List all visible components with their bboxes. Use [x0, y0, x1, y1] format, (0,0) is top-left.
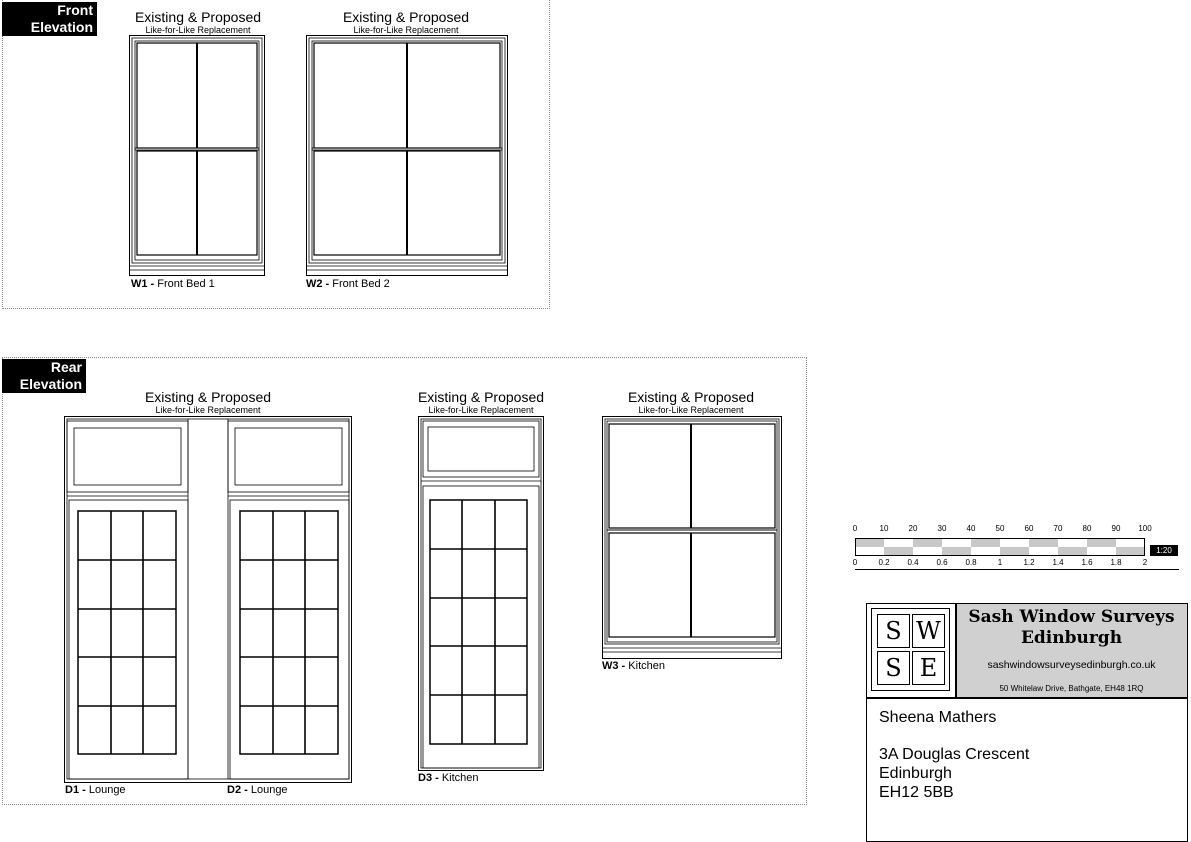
d2-label — [227, 784, 288, 797]
client-address-line2: Edinburgh — [879, 765, 952, 782]
client-address-line3: EH12 5BB — [879, 784, 954, 801]
d1-label — [65, 784, 126, 797]
scale-bottom-tick: 0.4 — [907, 558, 919, 567]
d3-subtitle: Like-for-Like Replacement — [428, 405, 534, 415]
scale-bottom-tick: 0.6 — [936, 558, 948, 567]
w3-drawing — [602, 416, 782, 660]
scale-bottom-tick: 0.8 — [965, 558, 977, 567]
scale-bottom-tick: 1.4 — [1052, 558, 1064, 567]
w1-code: W1 - — [131, 278, 155, 290]
logo-letter-s1: S — [877, 614, 910, 648]
scale-bottom-tick: 1.8 — [1110, 558, 1122, 567]
scale-top-tick: 60 — [1024, 524, 1034, 533]
w2-code: W2 - — [306, 278, 330, 290]
company-address: 50 Whitelaw Drive, Bathgate, EH48 1RQ — [999, 684, 1144, 693]
scale-ratio-badge: 1:20 — [1150, 545, 1178, 556]
w1-header — [116, 10, 280, 35]
scale-top-tick: 20 — [908, 524, 918, 533]
d2-name: Lounge — [250, 784, 288, 796]
w1-title: Existing & Proposed — [134, 9, 262, 25]
w3-label — [602, 660, 665, 673]
client-address — [879, 745, 1029, 802]
w1-name: Front Bed 1 — [157, 278, 215, 290]
w2-name: Front Bed 2 — [332, 278, 390, 290]
w1-drawing — [129, 35, 265, 277]
scale-bottom-tick: 0.2 — [878, 558, 890, 567]
scale-bar-baseline — [855, 569, 1179, 570]
rear-tag-line2: Elevation — [19, 376, 82, 392]
d1-d2-header — [118, 390, 298, 415]
logo-letter-e: E — [912, 651, 945, 685]
d3-name: Kitchen — [441, 772, 479, 784]
w3-name: Kitchen — [628, 660, 665, 672]
scale-top-tick: 0 — [852, 524, 858, 533]
rear-elevation-tag — [2, 359, 86, 393]
client-name: Sheena Mathers — [879, 709, 997, 726]
swse-logo — [871, 608, 950, 691]
scale-top-tick: 30 — [937, 524, 947, 533]
scale-bottom-tick: 2 — [1142, 558, 1148, 567]
scale-top-tick: 10 — [879, 524, 889, 533]
company-website: sashwindowsurveysedinburgh.co.uk — [987, 659, 1156, 671]
company-name — [956, 607, 1187, 649]
d1-d2-title: Existing & Proposed — [144, 389, 272, 405]
scale-top-tick: 90 — [1111, 524, 1121, 533]
scale-bottom-tick: 1 — [997, 558, 1003, 567]
front-tag-line1: Front — [57, 2, 93, 18]
w3-title: Existing & Proposed — [627, 389, 755, 405]
scale-bar — [846, 522, 1182, 572]
w3-subtitle: Like-for-Like Replacement — [638, 405, 744, 415]
w2-header — [316, 10, 496, 35]
d3-code: D3 - — [418, 772, 439, 784]
w2-drawing — [306, 35, 508, 277]
w3-code: W3 - — [602, 660, 626, 672]
d3-label — [418, 772, 479, 785]
d1-d2-subtitle: Like-for-Like Replacement — [155, 405, 261, 415]
d3-header — [405, 390, 557, 415]
scale-bottom-tick: 0 — [852, 558, 858, 567]
w3-header — [600, 390, 782, 415]
company-name-line2: Edinburgh — [1020, 628, 1123, 648]
scale-top-tick: 50 — [995, 524, 1005, 533]
scale-top-tick: 80 — [1082, 524, 1092, 533]
scale-top-tick: 100 — [1138, 524, 1152, 533]
d2-code: D2 - — [227, 784, 248, 796]
scale-top-tick: 70 — [1053, 524, 1063, 533]
scale-top-tick: 40 — [966, 524, 976, 533]
scale-bottom-tick: 1.2 — [1023, 558, 1035, 567]
d3-drawing — [418, 416, 544, 772]
w2-subtitle: Like-for-Like Replacement — [353, 25, 459, 35]
w2-title: Existing & Proposed — [342, 9, 470, 25]
logo-letter-w: W — [912, 614, 945, 648]
d3-title: Existing & Proposed — [417, 389, 545, 405]
d1-code: D1 - — [65, 784, 86, 796]
rear-tag-line1: Rear — [50, 359, 82, 375]
front-tag-line2: Elevation — [30, 19, 93, 35]
w2-label — [306, 278, 390, 291]
d1-name: Lounge — [88, 784, 126, 796]
logo-letter-s2: S — [877, 651, 910, 685]
client-address-line1: 3A Douglas Crescent — [879, 746, 1030, 763]
scale-bottom-tick: 1.6 — [1081, 558, 1093, 567]
w1-subtitle: Like-for-Like Replacement — [145, 25, 251, 35]
title-block-divider-h — [866, 697, 1188, 699]
w1-label — [131, 278, 215, 291]
d1-d2-drawing — [64, 416, 352, 784]
front-elevation-tag — [2, 2, 97, 36]
company-name-line1: Sash Window Surveys — [968, 607, 1175, 627]
scale-bar-frame — [855, 538, 1145, 556]
